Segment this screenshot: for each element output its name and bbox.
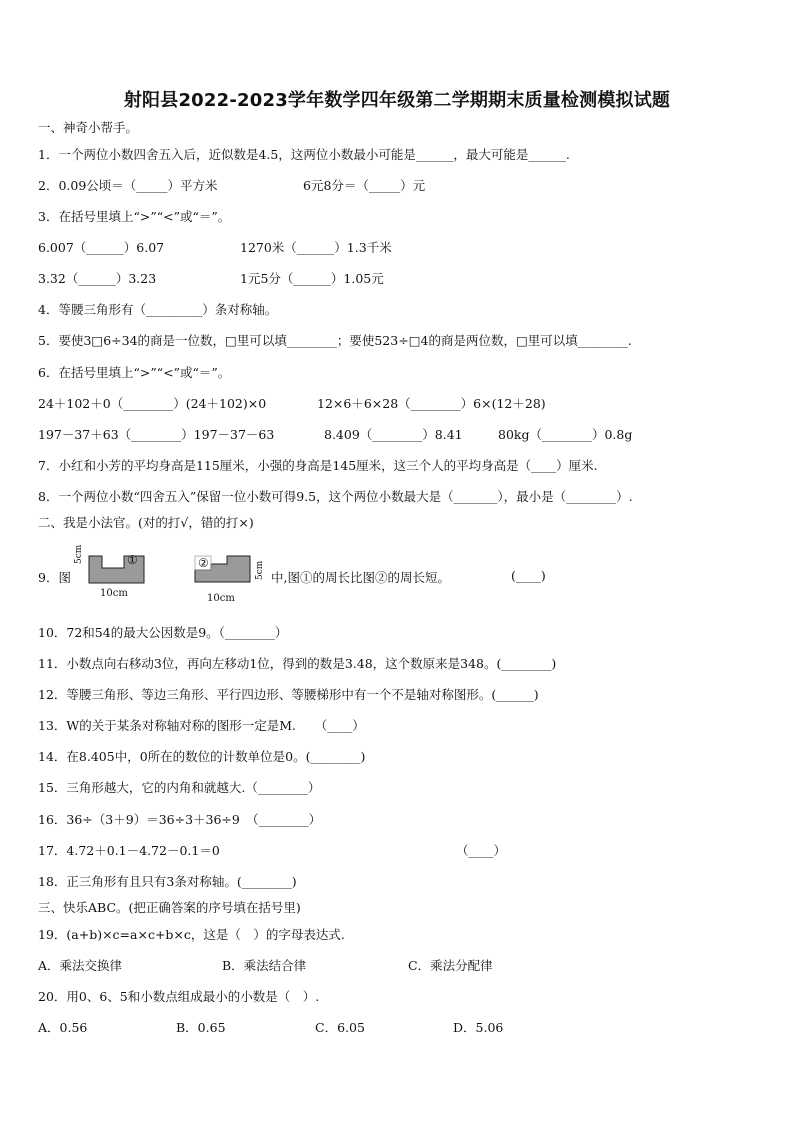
question-6: 6．在括号里填上“>”“<”或“＝”。 [38, 365, 231, 380]
question-20-options [38, 1020, 758, 1036]
question-20-option-c: C．6.05 [315, 1020, 365, 1035]
question-14: 14．在8.405中，0所在的数位的计数单位是0。(________) [38, 749, 366, 764]
question-17-answer: （____） [456, 843, 507, 858]
question-4: 4．等腰三角形有（_________）条对称轴。 [38, 302, 278, 317]
question-3-row-1 [38, 240, 758, 256]
question-9 [0, 544, 794, 608]
question-6-row-2 [38, 427, 758, 443]
question-19-options [38, 958, 758, 974]
question-9-text: 中,图①的周长比图②的周长短。 [271, 570, 450, 585]
question-6-item-1: 24＋102＋0（________）(24＋102)×0 [38, 396, 267, 411]
question-13: 13．W的关于某条对称轴对称的图形一定是M. （____） [38, 718, 365, 733]
question-18: 18．正三角形有且只有3条对称轴。(________) [38, 874, 297, 889]
question-20-option-a: A．0.56 [38, 1020, 88, 1035]
figure-1-height-label: 5cm [74, 544, 84, 564]
question-16: 16．36÷（3＋9）＝36÷3＋36÷9 （________） [38, 812, 322, 827]
question-6-row-1 [38, 396, 758, 412]
question-11: 11．小数点向右移动3位，再向左移动1位，得到的数是3.48，这个数原来是348。(________) [38, 656, 557, 671]
question-9-prefix: 9．图 [38, 570, 71, 585]
question-2-part-a: 2．0.09公顷＝（_____）平方米 [38, 178, 218, 193]
question-7: 7．小红和小芳的平均身高是115厘米，小强的身高是145厘米，这三个人的平均身高是（____）厘米. [38, 458, 598, 473]
question-3-row-2 [38, 271, 758, 287]
figure-1-width-label: 10cm [100, 588, 128, 599]
question-3-item-1: 6.007（______）6.07 [38, 240, 165, 255]
question-20-option-d: D．5.06 [453, 1020, 504, 1035]
question-19: 19．(a+b)×c=a×c+b×c，这是（ ）的字母表达式. [38, 927, 345, 942]
question-9-answer: (____) [511, 568, 546, 583]
question-17 [38, 843, 758, 859]
question-3-item-3: 3.32（______）3.23 [38, 271, 157, 286]
figure-2-label: ② [198, 556, 209, 570]
question-19-option-b: B．乘法结合律 [222, 958, 307, 973]
question-17-text: 17．4.72＋0.1－4.72－0.1＝0 [38, 843, 220, 858]
question-6-item-4: 8.409（________）8.41 [324, 427, 463, 442]
section-1-heading: 一、神奇小帮手。 [38, 120, 139, 135]
question-12: 12．等腰三角形、等边三角形、平行四边形、等腰梯形中有一个不是轴对称图形。(______) [38, 687, 539, 702]
question-6-item-2: 12×6＋6×28（________）6×(12＋28) [317, 396, 546, 411]
question-3: 3．在括号里填上“>”“<”或“＝”。 [38, 209, 231, 224]
question-2-part-b: 6元8分＝（_____）元 [303, 178, 426, 193]
question-6-item-5: 80kg（________）0.8g [498, 427, 633, 442]
question-3-item-4: 1元5分（______）1.05元 [240, 271, 384, 286]
question-20: 20．用0、6、5和小数点组成最小的小数是（ ）. [38, 989, 320, 1004]
page-title: 射阳县2022-2023学年数学四年级第二学期期末质量检测模拟试题 [123, 90, 671, 111]
question-6-item-3: 197－37＋63（________）197－37－63 [38, 427, 275, 442]
question-3-item-2: 1270米（______）1.3千米 [240, 240, 392, 255]
question-10: 10．72和54的最大公因数是9。（________） [38, 625, 288, 640]
question-5: 5．要使3□6÷34的商是一位数，□里可以填________；要使523÷□4的商是两位数，□里可以填________. [38, 333, 632, 348]
question-8: 8．一个两位小数“四舍五入”保留一位小数可得9.5，这个两位小数最大是（_______），最小是（________）. [38, 489, 633, 504]
question-19-option-c: C．乘法分配律 [408, 958, 493, 973]
question-15: 15．三角形越大，它的内角和就越大.（________） [38, 780, 321, 795]
question-2 [38, 178, 758, 194]
question-19-option-a: A．乘法交换律 [38, 958, 123, 973]
section-2-heading: 二、我是小法官。(对的打√，错的打×) [38, 515, 254, 530]
figure-2-width-label: 10cm [207, 593, 235, 604]
figure-1-label: ① [127, 553, 138, 567]
section-3-heading: 三、快乐ABC。(把正确答案的序号填在括号里) [38, 900, 301, 915]
question-1: 1．一个两位小数四舍五入后，近似数是4.5，这两位小数最小可能是______，最大可能是______. [38, 147, 570, 162]
question-20-option-b: B．0.65 [176, 1020, 226, 1035]
figure-2-height-label: 5cm [255, 560, 265, 580]
